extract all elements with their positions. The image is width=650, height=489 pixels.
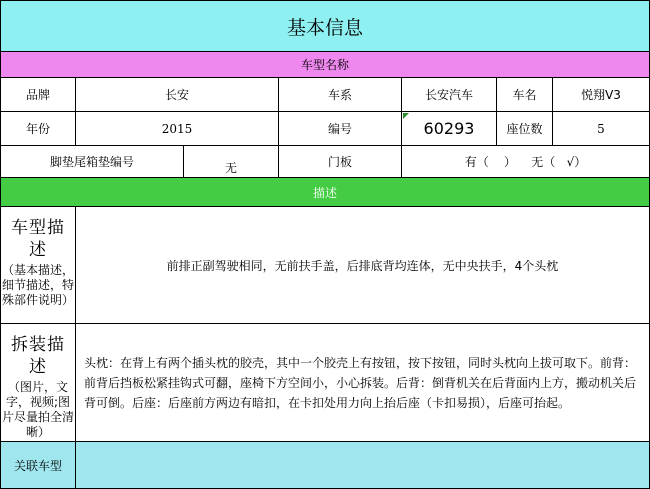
model-description-subtitle: （基本描述，细节描述，特殊部件说明） [1,263,74,307]
model-description-title [11,217,65,261]
year-value: 2015 [76,112,279,146]
series-value: 长安汽车 [402,78,497,112]
model-label: 车名 [497,78,553,112]
disassembly-title-line2: 述 [29,357,47,377]
disassembly-description-label [0,324,76,442]
mat-code-label: 脚垫尾箱垫编号 [0,146,184,178]
year-label: 年份 [0,112,76,146]
section-description-header: 描述 [0,178,650,207]
model-description-label [0,207,76,324]
page-title: 基本信息 [0,0,650,52]
series-label: 车系 [279,78,402,112]
disassembly-description-text: 头枕：在背上有两个插头枕的胶壳，其中一个胶壳上有按钮，按下按钮，同时头枕向上拔可取下。前背：前背后挡板松紧挂钩式可翻，座椅下方空间小，小心拆装。后背：倒背机关在后背面内上方，搬动机关后背可倒。后座：后座前方两边有暗扣，在卡扣处用力向上抬后座（卡扣易损），后座可抬起。 [76,324,650,442]
disassembly-description-subtitle: （图片，文字，视频;图片尽量拍全清晰） [1,380,74,439]
model-description-text: 前排正副驾驶相同，无前扶手盖，后排底背均连体，无中央扶手，4个头枕 [76,207,650,324]
brand-label: 品牌 [0,78,76,112]
related-models-value [76,442,650,489]
disassembly-description-title [11,334,65,378]
section-vehicle-name-header: 车型名称 [0,52,650,78]
code-label: 编号 [279,112,402,146]
disassembly-title-line1: 拆装描 [11,335,65,355]
code-value: 60293 [402,112,497,146]
model-description-title-line2: 述 [29,240,47,260]
door-panel-label: 门板 [279,146,402,178]
brand-value: 长安 [76,78,279,112]
door-panel-value: 有（ ） 无（ √） [402,146,650,178]
related-models-label: 关联车型 [0,442,76,489]
seats-value: 5 [553,112,650,146]
model-value: 悦翔V3 [553,78,650,112]
mat-code-value: 无 [184,146,279,178]
cell-comment-marker-icon [403,113,409,119]
seats-label: 座位数 [497,112,553,146]
model-description-title-line1: 车型描 [11,218,65,238]
